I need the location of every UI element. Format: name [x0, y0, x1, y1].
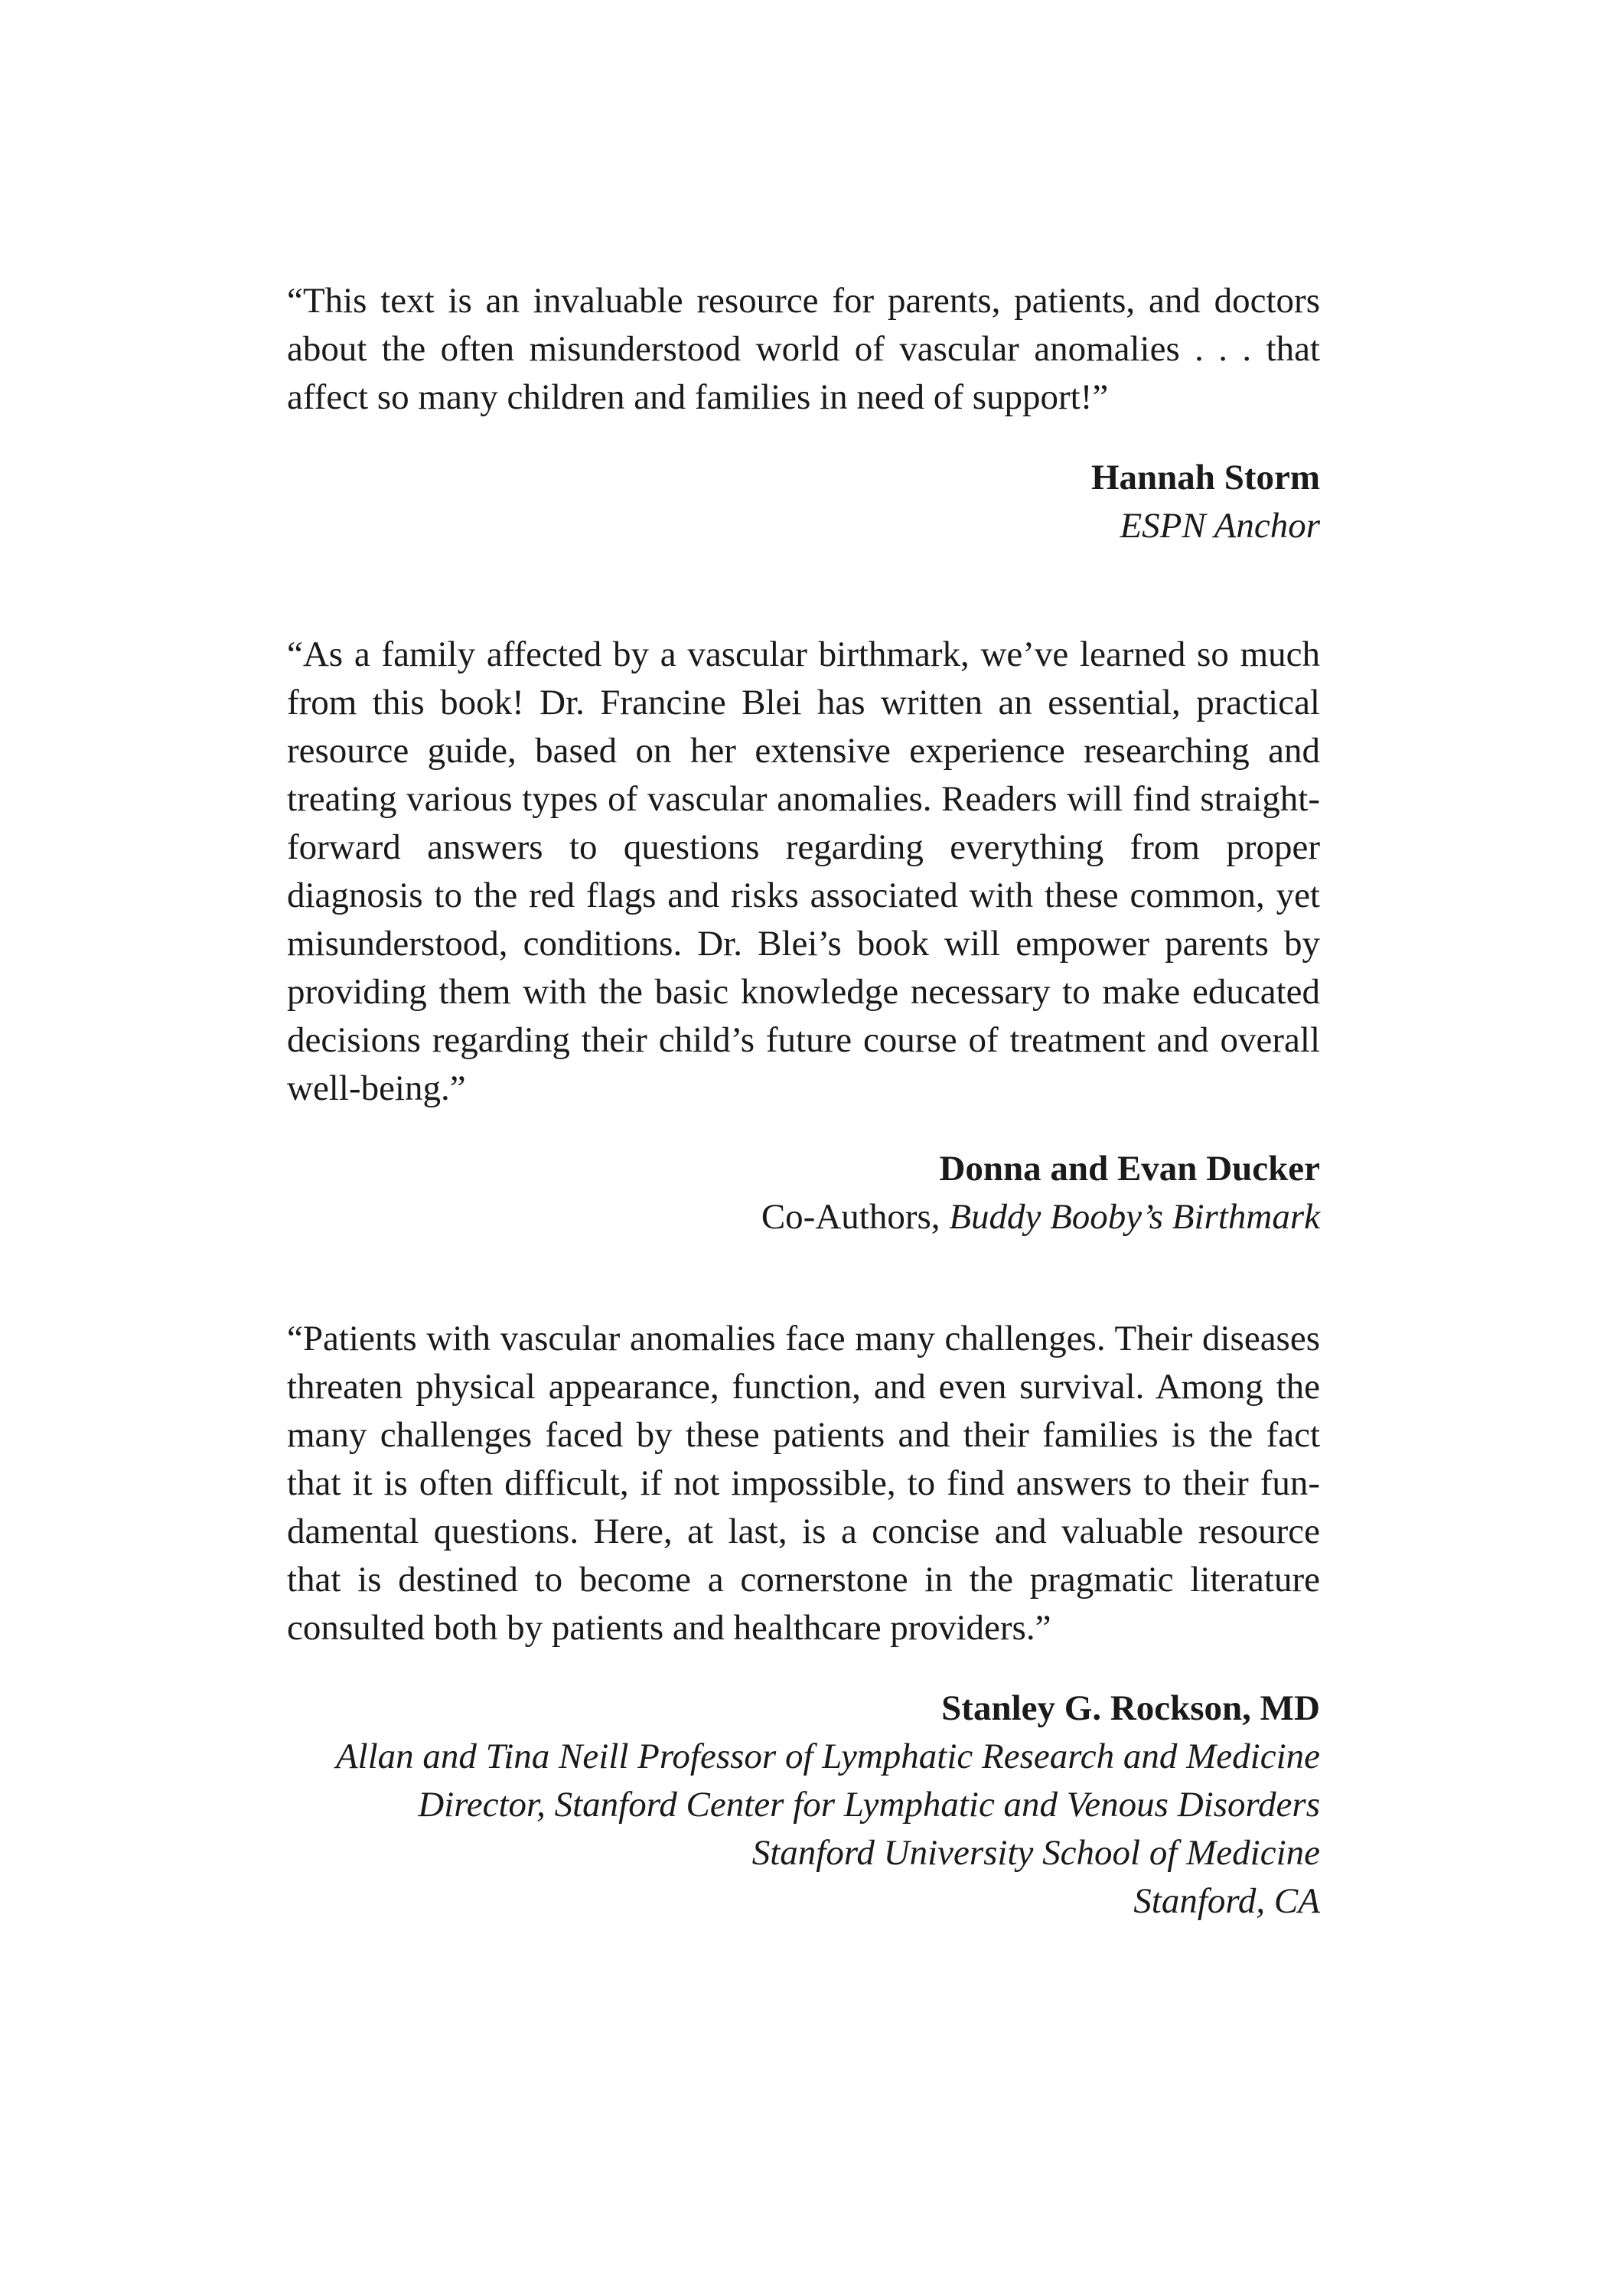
testimonial-hannah-storm [287, 277, 1320, 550]
author-title-line: Allan and Tina Neill Professor of Lymphatic Research and Medicine [335, 1737, 1320, 1776]
testimonial-attribution [287, 1145, 1320, 1241]
testimonial-attribution [287, 454, 1320, 550]
author-name: Donna and Evan Ducker [939, 1149, 1320, 1189]
testimonial-rockson [287, 1315, 1320, 1926]
author-name: Stanley G. Rockson, MD [941, 1688, 1320, 1728]
author-title-prefix: Co-Authors, [761, 1197, 950, 1237]
author-name: Hannah Storm [1090, 458, 1320, 497]
author-title [287, 1193, 1320, 1241]
testimonial-quote: “This text is an invaluable resource for parents, patients, and doctors about the often misunderstood world of vascular anomalies . . . that affect so many children and families in need of support!” [287, 281, 1320, 417]
author-title-line: Stanford, CA [1133, 1881, 1320, 1921]
author-title-line: Director, Stanford Center for Lymphatic and Venous Disorders [418, 1785, 1320, 1825]
author-title-line: Stanford University School of Medicine [751, 1833, 1320, 1873]
testimonial-attribution [287, 1684, 1320, 1926]
author-title: ESPN Anchor [1120, 506, 1320, 546]
testimonial-ducker [287, 631, 1320, 1241]
book-title: Buddy Booby’s Birthmark [949, 1197, 1320, 1237]
testimonial-quote: “As a family affected by a vascular birthmark, we’ve learned so much from this book! Dr. Francine Blei has written an essential, practical resource guide, based on her extensive experience researching and treating various types of vascular anomalies. Readers will find straight-forward answers to questions regarding everything from proper diagnosis to the red flags and risks associated with these common, yet misunderstood, conditions. Dr. Blei’s book will empower parents by providing them with the basic knowledge necessary to make educated decisions regarding their child’s future course of treatment and overall well-being.” [287, 634, 1320, 1108]
testimonial-quote: “Patients with vascular anomalies face many challenges. Their diseases threaten physical appearance, function, and even survival. Among the many challenges faced by these patients and their families is the fact that it is often difficult, if not impossible, to find answers to their fun-damental questions. Here, at last, is a concise and valuable resource that is destined to become a cornerstone in the pragmatic literature consulted both by patients and healthcare providers.” [287, 1319, 1320, 1648]
